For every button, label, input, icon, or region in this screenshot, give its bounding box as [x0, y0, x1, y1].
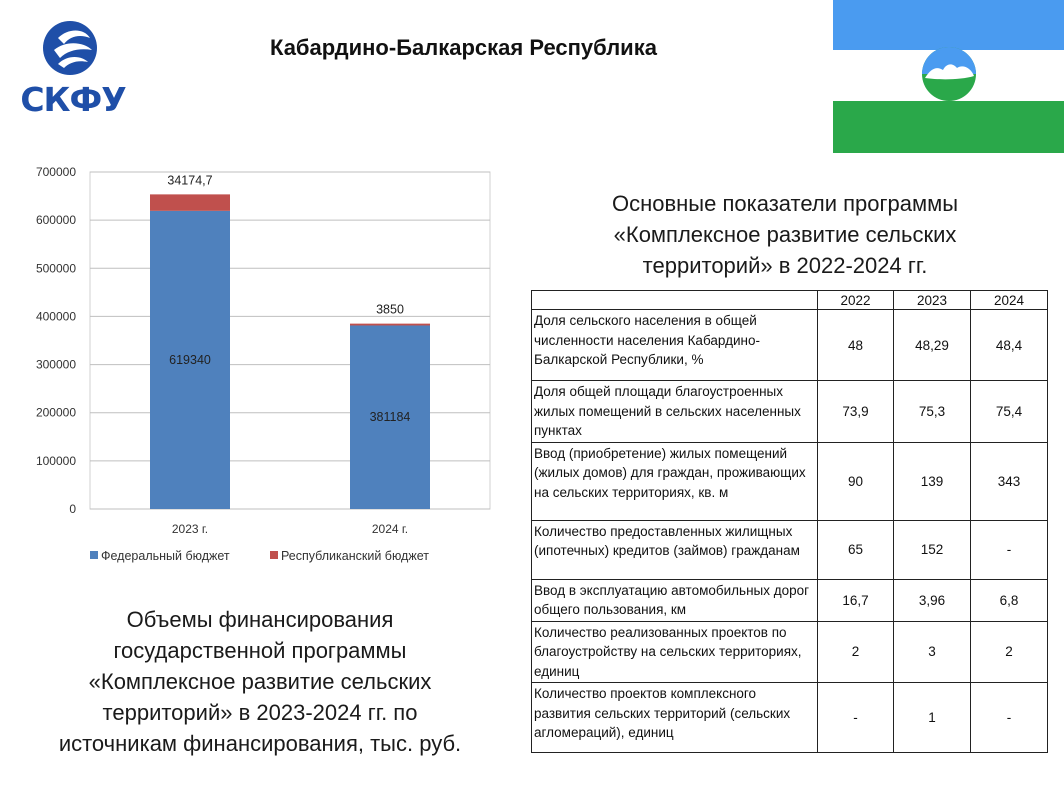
- cell-value: 3,96: [894, 579, 971, 621]
- cell-value: -: [971, 683, 1048, 753]
- cell-value: 73,9: [818, 381, 894, 443]
- data-label-regional: 34174,7: [167, 173, 213, 188]
- legend-swatch: [270, 551, 278, 559]
- y-tick-label: 300000: [35, 357, 76, 372]
- row-label: Доля общей площади благоустроенных жилых помещений в сельских населенных пунктах: [532, 381, 818, 443]
- cell-value: 1: [894, 683, 971, 753]
- y-tick-label: 400000: [35, 309, 76, 324]
- cell-value: 90: [818, 442, 894, 520]
- table-row: [532, 621, 1048, 683]
- legend-swatch: [90, 551, 98, 559]
- data-label-federal: 619340: [169, 352, 211, 367]
- column-header: 2022: [818, 291, 894, 310]
- chart-caption: Объемы финансирования государственной программы «Комплексное развитие сельских территорий» в 2023-2024 гг. по источникам финансирования, тыс. руб.: [58, 607, 462, 756]
- page-title: Кабардино-Балкарская Республика: [270, 35, 657, 60]
- column-header: 2024: [971, 291, 1048, 310]
- bar-regional: [350, 324, 430, 326]
- cell-value: 152: [894, 520, 971, 579]
- row-label: Количество предоставленных жилищных (ипотечных) кредитов (займов) гражданам: [532, 520, 818, 579]
- logo-text: СКФУ: [20, 80, 126, 119]
- republic-flag: [833, 0, 1064, 153]
- y-tick-label: 600000: [35, 213, 76, 228]
- cell-value: 139: [894, 442, 971, 520]
- row-label: Количество реализованных проектов по благоустройству на сельских территориях, единиц: [532, 621, 818, 683]
- cell-value: 75,3: [894, 381, 971, 443]
- table-row: [532, 579, 1048, 621]
- cell-value: 6,8: [971, 579, 1048, 621]
- cell-value: 16,7: [818, 579, 894, 621]
- flag-stripe-green: [833, 101, 1064, 153]
- chart-svg: [20, 160, 500, 580]
- data-label-federal: 381184: [369, 410, 411, 425]
- y-tick-label: 500000: [35, 261, 76, 276]
- x-tick-label: 2024 г.: [371, 522, 409, 536]
- table-row: [532, 442, 1048, 520]
- table-header-row: [532, 291, 1048, 310]
- cell-value: 2: [818, 621, 894, 683]
- bar-regional: [150, 194, 230, 210]
- table-row: [532, 310, 1048, 381]
- row-label: Ввод в эксплуатацию автомобильных дорог общего пользования, км: [532, 579, 818, 621]
- row-label: Доля сельского населения в общей численности населения Кабардино-Балкарской Республики, %: [532, 310, 818, 381]
- cell-value: 3: [894, 621, 971, 683]
- cell-value: 48,29: [894, 310, 971, 381]
- table-row: [532, 381, 1048, 443]
- cell-value: -: [818, 683, 894, 753]
- table-title: Основные показатели программы «Комплексное развитие сельских территорий» в 2022-2024 гг.: [611, 191, 959, 278]
- cell-value: 75,4: [971, 381, 1048, 443]
- table-row: [532, 683, 1048, 753]
- legend-label: Республиканский бюджет: [281, 549, 429, 563]
- table-row: [532, 520, 1048, 579]
- column-header: 2023: [894, 291, 971, 310]
- y-tick-label: 200000: [35, 405, 76, 420]
- row-label: Ввод (приобретение) жилых помещений (жилых домов) для граждан, проживающих на сельских территориях, кв. м: [532, 442, 818, 520]
- cell-value: 343: [971, 442, 1048, 520]
- y-tick-label: 700000: [35, 165, 76, 179]
- y-tick-label: 0: [69, 502, 76, 516]
- cell-value: 48,4: [971, 310, 1048, 381]
- legend-label: Федеральный бюджет: [101, 549, 230, 563]
- column-header: [532, 291, 818, 310]
- cell-value: 2: [971, 621, 1048, 683]
- flag-stripe-blue: [833, 0, 1064, 50]
- indicators-table: [531, 290, 1048, 753]
- skfu-logo: [18, 20, 128, 120]
- y-tick-label: 100000: [35, 453, 76, 468]
- logo-emblem-icon: [18, 20, 128, 80]
- row-label: Количество проектов комплексного развития сельских территорий (сельских агломераций), единиц: [532, 683, 818, 753]
- cell-value: -: [971, 520, 1048, 579]
- cell-value: 48: [818, 310, 894, 381]
- x-tick-label: 2023 г.: [171, 522, 209, 536]
- funding-chart: [20, 160, 500, 580]
- data-label-regional: 3850: [376, 302, 404, 317]
- cell-value: 65: [818, 520, 894, 579]
- mountain-emblem-icon: [921, 46, 977, 102]
